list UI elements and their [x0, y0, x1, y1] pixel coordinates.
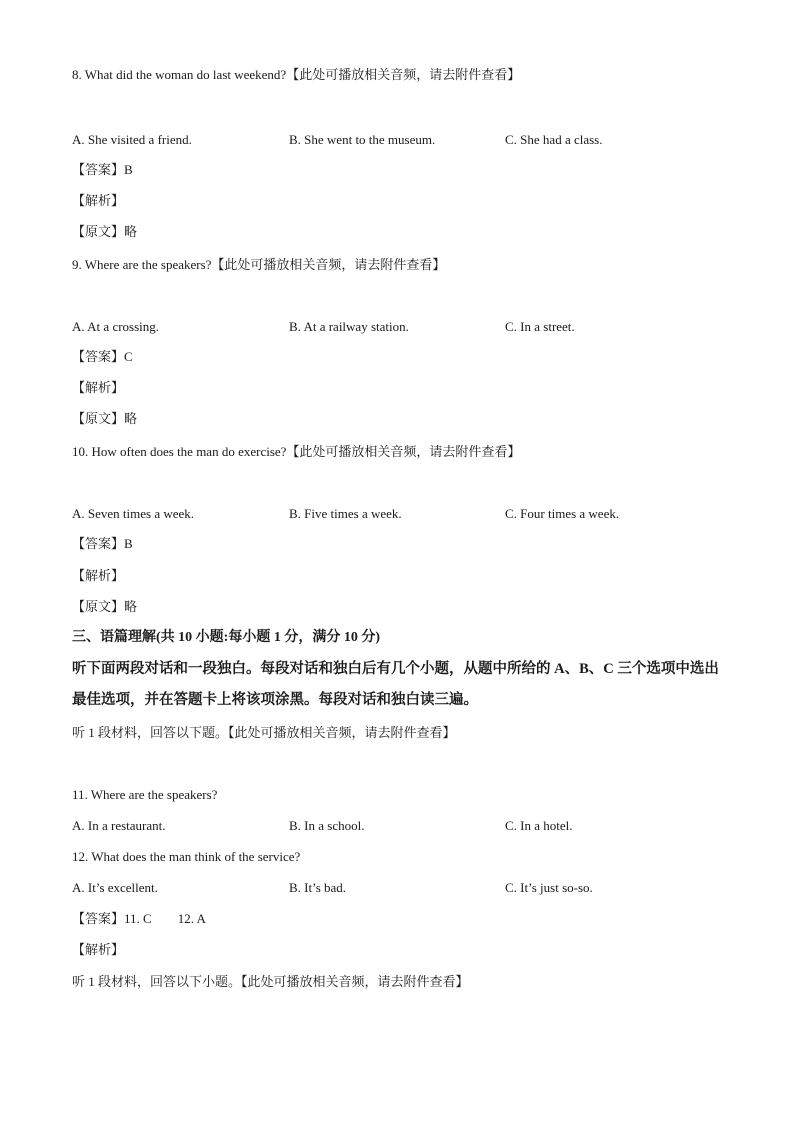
q9-option-c: C. In a street.: [505, 319, 575, 334]
question-8: 8. What did the woman do last weekend?【此处可播放相关音频，请去附件查看】: [72, 67, 521, 82]
q11-option-b: B. In a school.: [289, 818, 365, 833]
question-10: 10. How often does the man do exercise?【此处可播放相关音频，请去附件查看】: [72, 444, 521, 459]
q11-option-c: C. In a hotel.: [505, 818, 573, 833]
answer-label: 【答案】: [72, 911, 125, 926]
q9-option-a: A. At a crossing.: [72, 319, 160, 334]
answer-12: 12. A: [177, 911, 206, 926]
q9-option-b: B. At a railway station.: [289, 319, 409, 334]
q8-option-c: C. She had a class.: [505, 132, 603, 147]
q9-original: 【原文】略: [72, 411, 138, 426]
q11-option-a: A. In a restaurant.: [72, 818, 166, 833]
q12-option-a: A. It’s excellent.: [72, 880, 158, 895]
q8-option-a: A. She visited a friend.: [72, 132, 192, 147]
question-11: 11. Where are the speakers?: [72, 787, 218, 802]
q8-analysis: 【解析】: [72, 193, 125, 208]
question-9: 9. Where are the speakers?【此处可播放相关音频，请去附件查看】: [72, 257, 446, 272]
q10-answer: 【答案】B: [72, 536, 133, 551]
q12-option-c: C. It’s just so-so.: [505, 880, 593, 895]
q11-12-analysis: 【解析】: [72, 942, 125, 957]
q11-12-answer: [72, 910, 206, 928]
q8-original: 【原文】略: [72, 224, 138, 239]
q10-original: 【原文】略: [72, 599, 138, 614]
section-3-heading: 三、语篇理解(共 10 小题:每小题 1 分，满分 10 分): [72, 630, 380, 645]
q8-option-b: B. She went to the museum.: [289, 132, 436, 147]
q10-analysis: 【解析】: [72, 568, 125, 583]
q9-answer: 【答案】C: [72, 349, 133, 364]
material-1-prompt: 听 1 段材料，回答以下题。【此处可播放相关音频，请去附件查看】: [72, 725, 456, 740]
q12-option-b: B. It’s bad.: [289, 880, 347, 895]
q8-answer: 【答案】B: [72, 162, 133, 177]
section-3-instructions: 听下面两段对话和一段独白。每段对话和独白后有几个小题，从题中所给的 A、B、C 三个选项中选出最佳选项，并在答题卡上将该项涂黑。每段对话和独白读三遍。: [72, 661, 719, 708]
answer-11: 11. C: [124, 911, 152, 926]
question-12: 12. What does the man think of the service?: [72, 849, 301, 864]
q10-option-c: C. Four times a week.: [505, 506, 620, 521]
q9-analysis: 【解析】: [72, 380, 125, 395]
q10-option-b: B. Five times a week.: [289, 506, 402, 521]
material-2-prompt: 听 1 段材料，回答以下小题。【此处可播放相关音频，请去附件查看】: [72, 974, 469, 989]
q10-option-a: A. Seven times a week.: [72, 506, 195, 521]
